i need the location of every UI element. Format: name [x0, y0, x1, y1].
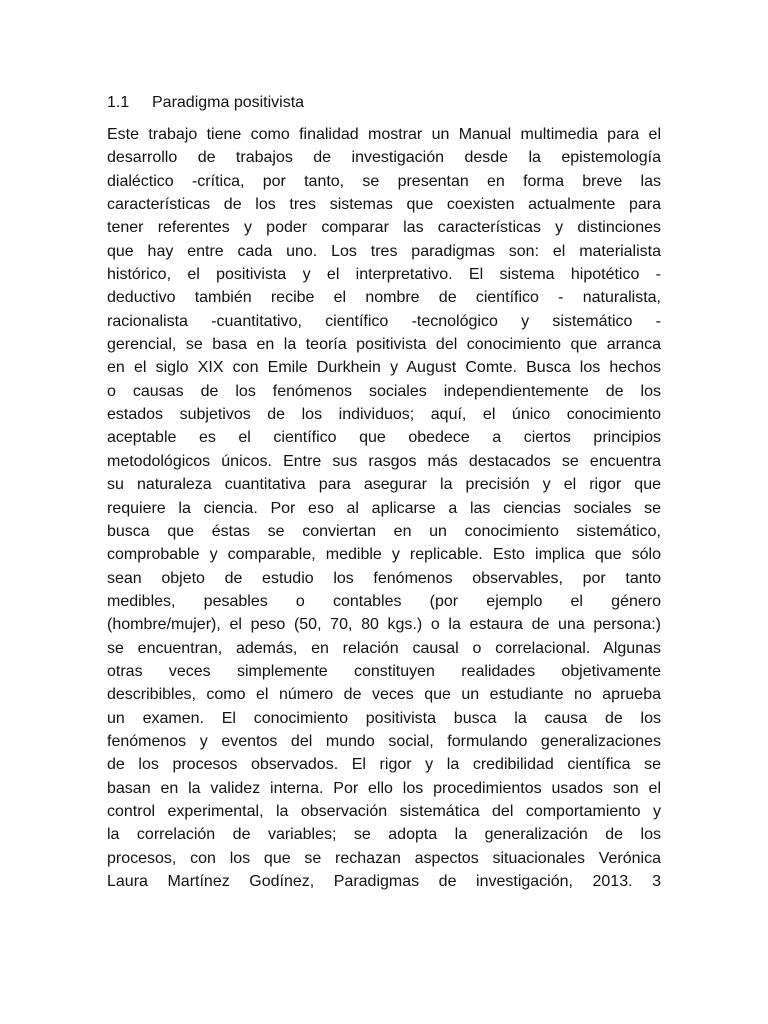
paragraph-line: tener referentes y poder comparar las características y distinciones	[107, 219, 661, 237]
paragraph-line: basan en la validez interna. Por ello los procedimientos usados son el	[107, 779, 661, 797]
paragraph-line: o causas de los fenómenos sociales independientemente de los	[107, 382, 661, 400]
paragraph-line: histórico, el positivista y el interpretativo. El sistema hipotético -	[107, 266, 661, 284]
section-title: Paradigma positivista	[152, 94, 305, 111]
paragraph-line: medibles, pesables o contables (por ejemplo el género	[107, 592, 661, 610]
paragraph-line: Laura Martínez Godínez, Paradigmas de investigación, 2013. 3	[107, 873, 661, 890]
paragraph-line: desarrollo de trabajos de investigación desde la epistemología	[107, 149, 661, 167]
paragraph-line: deductivo también recibe el nombre de científico - naturalista,	[107, 289, 661, 307]
paragraph-line: estados subjetivos de los individuos; aquí, el único conocimiento	[107, 406, 661, 424]
paragraph-line: dialéctico -crítica, por tanto, se presentan en forma breve las	[107, 172, 661, 190]
paragraph-line: metodológicos únicos. Entre sus rasgos más destacados se encuentra	[107, 452, 661, 470]
paragraph-line: (hombre/mujer), el peso (50, 70, 80 kgs.) o la estaura de una persona:)	[107, 616, 661, 634]
paragraph-line: la correlación de variables; se adopta la generalización de los	[107, 826, 661, 844]
section-number: 1.1	[107, 94, 130, 111]
paragraph-line: un examen. El conocimiento positivista busca la causa de los	[107, 709, 661, 727]
paragraph-line: se encuentran, además, en relación causal o correlacional. Algunas	[107, 639, 661, 657]
paragraph-line: otras veces simplemente constituyen realidades objetivamente	[107, 662, 661, 680]
paragraph-line: sean objeto de estudio los fenómenos observables, por tanto	[107, 569, 661, 587]
paragraph-line: comprobable y comparable, medible y replicable. Esto implica que sólo	[107, 546, 661, 564]
paragraph-line: de los procesos observados. El rigor y la credibilidad científica se	[107, 756, 661, 774]
paragraph-line: requiere la ciencia. Por eso al aplicarse a las ciencias sociales se	[107, 499, 661, 517]
paragraph-line: fenómenos y eventos del mundo social, formulando generalizaciones	[107, 732, 661, 750]
paragraph-line: características de los tres sistemas que coexisten actualmente para	[107, 196, 661, 214]
paragraph-line: en el siglo XIX con Emile Durkhein y August Comte. Busca los hechos	[107, 359, 661, 377]
paragraph-line: procesos, con los que se rechazan aspectos situacionales Verónica	[107, 849, 661, 867]
paragraph-line: busca que éstas se conviertan en un conocimiento sistemático,	[107, 522, 661, 540]
paragraph-line: aceptable es el científico que obedece a ciertos principios	[107, 429, 661, 447]
paragraph-line: que hay entre cada uno. Los tres paradigmas son: el materialista	[107, 242, 661, 260]
paragraph-line: describibles, como el número de veces que un estudiante no aprueba	[107, 686, 661, 704]
paragraph-line: control experimental, la observación sistemática del comportamiento y	[107, 802, 661, 820]
paragraph-line: su naturaleza cuantitativa para asegurar la precisión y el rigor que	[107, 476, 661, 494]
body-paragraph	[107, 123, 661, 893]
paragraph-line: gerencial, se basa en la teoría positivista del conocimiento que arranca	[107, 336, 661, 354]
paragraph-line: racionalista -cuantitativo, científico -tecnológico y sistemático -	[107, 312, 661, 330]
section-heading	[107, 93, 304, 113]
paragraph-line: Este trabajo tiene como finalidad mostrar un Manual multimedia para el	[107, 126, 661, 143]
